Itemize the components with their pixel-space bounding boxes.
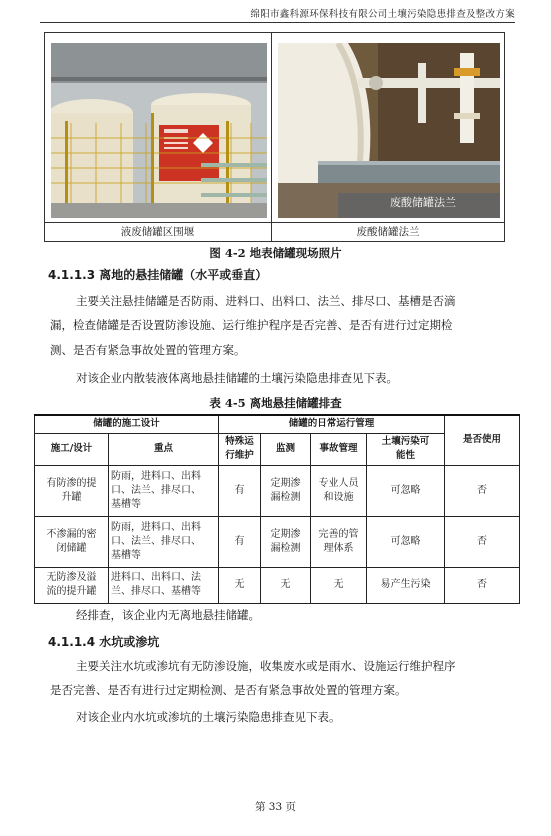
cell-focus-l1: 进料口、出料口、法 (111, 572, 201, 583)
table-row (35, 567, 520, 603)
figure-title: 图 4-2 地表储罐现场照片 (209, 246, 342, 260)
cell-monitor: 无 (261, 567, 311, 603)
cell-soil: 可忽略 (367, 516, 445, 567)
cell-emergency-l2: 理体系 (323, 542, 354, 554)
cell-focus-l2: 口、法兰、排尽口、 (111, 535, 201, 547)
column-header-special-l1: 特殊运 (225, 436, 254, 447)
group-header-design: 储罐的施工设计 (35, 415, 219, 433)
column-header-use: 是否使用 (445, 415, 520, 465)
photo-caption-left: 液废储罐区围堰 (120, 226, 195, 238)
cell-focus-l1: 防雨，进料口、出料 (111, 470, 201, 482)
photo-caption-divider (44, 222, 505, 223)
page-header: 绵阳市鑫科源环保科技有限公司土壤污染隐患排查及整改方案 (250, 9, 515, 20)
column-header-soil (367, 433, 445, 465)
column-header-emergency: 事故管理 (311, 433, 367, 465)
paragraph-line: 测、是否有紧急事故处置的管理方案。 (50, 343, 246, 357)
paragraph-line: 主要关注悬挂储罐是否防雨、进料口、出料口、法兰、排尽口、基槽是否滴 (76, 294, 456, 308)
paragraph-line: 漏，检查储罐是否设置防渗设施、运行维护程序是否完善、是否有进行过定期检 (50, 318, 453, 332)
cell-emergency-l1: 完善的管 (318, 528, 359, 540)
photo-column-divider (271, 32, 272, 242)
hanging-tank-table (34, 414, 520, 604)
storage-tank-area-photo (51, 43, 267, 218)
column-header-special-l2: 行维护 (225, 450, 254, 461)
column-header-design: 施工/设计 (35, 433, 109, 465)
column-header-special (219, 433, 261, 465)
cell-design-l2: 流的提升罐 (46, 586, 97, 597)
table-row (35, 516, 520, 567)
cell-design-l1: 有防渗的提 (46, 477, 97, 489)
column-header-soil-l2: 能性 (396, 450, 416, 461)
cell-focus-l1: 防雨，进料口、出料 (111, 521, 201, 533)
cell-design-l1: 不渗漏的密 (46, 528, 97, 540)
column-header-focus: 重点 (109, 433, 219, 465)
table-row (35, 465, 520, 516)
photo-overlay-label: 废酸储罐法兰 (390, 197, 456, 209)
cell-emergency: 无 (311, 567, 367, 603)
table-title: 表 4-5 离地悬挂储罐排查 (209, 396, 342, 410)
page-number: 第 33 页 (254, 801, 297, 813)
cell-design-l2: 闭储罐 (56, 542, 87, 554)
cell-focus-l2: 口、法兰、排尽口、 (111, 484, 201, 496)
cell-soil: 可忽略 (367, 465, 445, 516)
paragraph-line: 对该企业内散装液体离地悬挂储罐的土壤污染隐患排查见下表。 (76, 371, 398, 385)
cell-design-l1: 无防渗及溢 (46, 572, 97, 583)
cell-use: 否 (445, 465, 520, 516)
cell-special: 有 (219, 516, 261, 567)
cell-design-l2: 升罐 (61, 491, 82, 503)
cell-monitor-l2: 漏检测 (270, 542, 301, 554)
cell-use: 否 (445, 516, 520, 567)
column-header-monitor: 监测 (261, 433, 311, 465)
cell-monitor-l1: 定期渗 (270, 477, 301, 489)
paragraph-line: 经排查，该企业内无离地悬挂储罐。 (76, 608, 260, 622)
header-divider (40, 22, 515, 23)
cell-monitor-l1: 定期渗 (270, 528, 301, 540)
section-heading-4113: 4.1.1.3 离地的悬挂储罐（水平或垂直） (48, 268, 268, 282)
cell-monitor-l2: 漏检测 (270, 491, 301, 503)
flange-photo (278, 43, 500, 218)
cell-special: 有 (219, 465, 261, 516)
cell-special: 无 (219, 567, 261, 603)
paragraph-line: 对该企业内水坑或渗坑的土壤污染隐患排查见下表。 (76, 710, 341, 724)
cell-focus-l3: 基槽等 (111, 498, 141, 510)
cell-use: 否 (445, 567, 520, 603)
cell-emergency-l2: 和设施 (323, 491, 354, 503)
cell-emergency-l1: 专业人员 (318, 477, 359, 489)
column-header-soil-l1: 土壤污染可 (381, 436, 430, 447)
section-heading-4114: 4.1.1.4 水坑或渗坑 (48, 635, 160, 649)
cell-soil: 易产生污染 (367, 567, 445, 603)
cell-focus-l3: 基槽等 (111, 549, 141, 561)
photo-caption-right: 废酸储罐法兰 (356, 226, 420, 238)
group-header-operation: 储罐的日常运行管理 (219, 415, 445, 433)
paragraph-line: 是否完善、是否有进行过定期检测、是否有紧急事故处置的管理方案。 (50, 683, 407, 697)
cell-focus-l2: 兰、排尽口、基槽等 (111, 586, 201, 597)
paragraph-line: 主要关注水坑或渗坑有无防渗设施，收集废水或是雨水、设施运行维护程序 (76, 659, 456, 673)
